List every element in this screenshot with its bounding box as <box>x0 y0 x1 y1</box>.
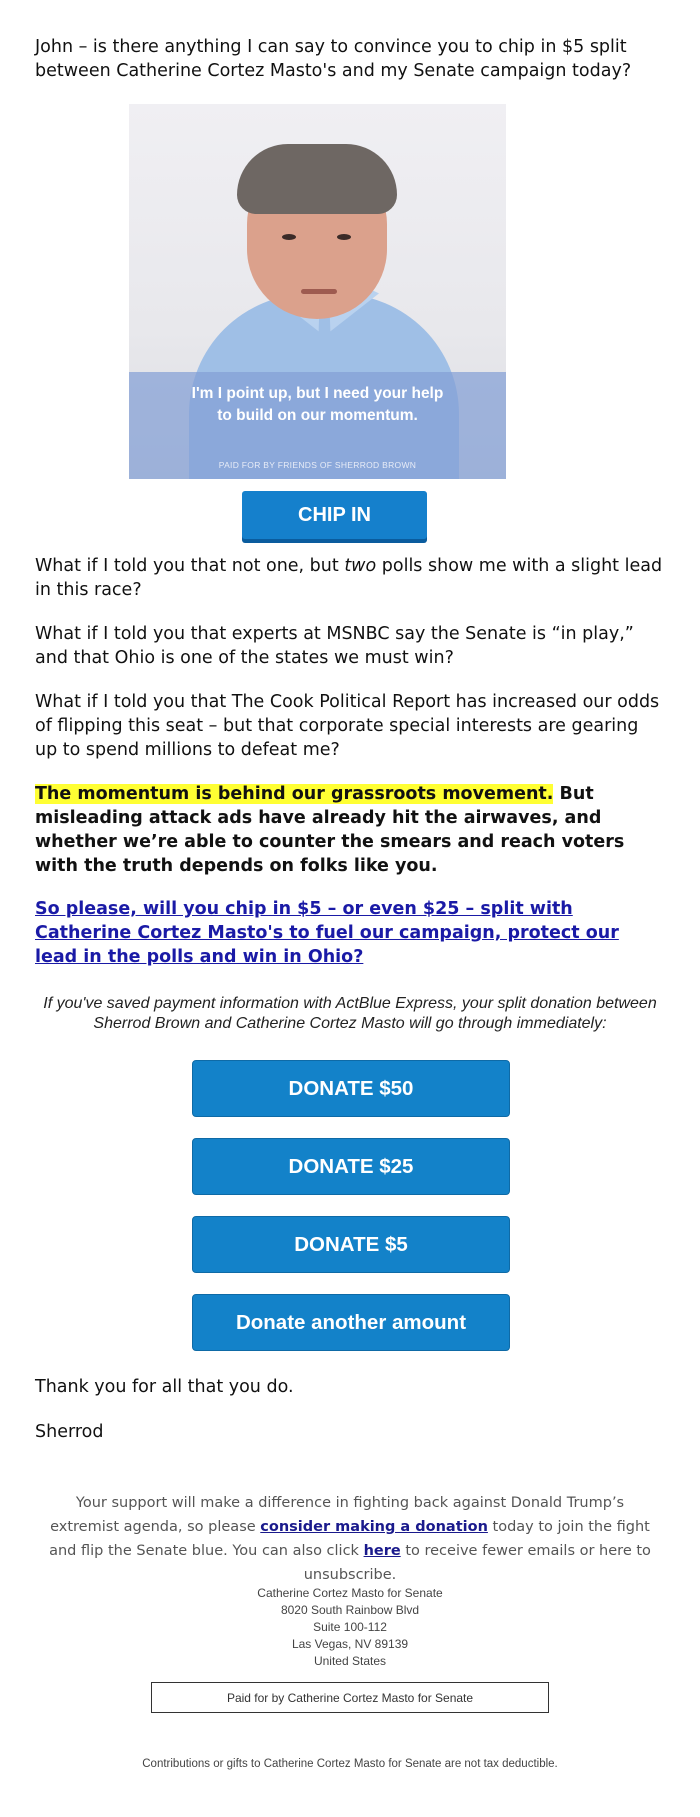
footer <box>0 1491 700 1587</box>
paragraph-msnbc: What if I told you that experts at MSNBC say the Senate is “in play,” and that Ohio is one of the states we must win? <box>35 624 634 668</box>
hero-eye-right <box>337 234 351 240</box>
hero-image[interactable] <box>129 104 506 479</box>
donate-other-amount-button[interactable]: Donate another amount <box>192 1294 510 1351</box>
support-middle: today to join the fight and flip the Senate blue. You can also click <box>49 1519 650 1559</box>
footer-support-text <box>40 1491 660 1587</box>
donate-5-button[interactable]: DONATE $5 <box>192 1216 510 1273</box>
actblue-note: If you've saved payment information with ActBlue Express, your split donation between Sherrod Brown and Catherine Cortez Masto will go through immediately: <box>43 995 657 1032</box>
paid-for-box: Paid for by Catherine Cortez Masto for Senate <box>151 1682 549 1713</box>
para2-before: What if I told you that not one, but <box>35 556 345 576</box>
tax-note: Contributions or gifts to Catherine Cortez Masto for Senate are not tax deductible. <box>142 1758 558 1770</box>
paragraph-polls <box>35 554 665 602</box>
para2-emphasis: two <box>344 556 377 576</box>
support-after: to receive fewer emails or here to unsubscribe. <box>303 1543 651 1583</box>
chip-in-link[interactable]: So please, will you chip in $5 – or even $25 – split with Catherine Cortez Masto's to fuel our campaign, protect our lead in the polls and win in Ohio? <box>35 899 619 967</box>
hero-caption-line1: I'm I point up, but I need your help <box>191 385 444 402</box>
thanks-line: Thank you for all that you do. <box>35 1377 294 1397</box>
hero-mouth <box>301 289 337 294</box>
hero-caption-line2: to build on our momentum. <box>217 407 418 424</box>
address-line-street: 8020 South Rainbow Blvd <box>280 1603 420 1617</box>
address-line-suite: Suite 100-112 <box>313 1620 387 1634</box>
address-line-country: United States <box>313 1654 387 1668</box>
hero-caption <box>129 383 506 427</box>
donate-50-button[interactable]: DONATE $50 <box>192 1060 510 1117</box>
support-before: Your support will make a difference in fighting back against Donald Trump’s extremist agenda, so please <box>50 1495 625 1535</box>
hero-eye-left <box>282 234 296 240</box>
paragraph-momentum <box>35 782 665 878</box>
momentum-highlight: The momentum is behind our grassroots movement. <box>35 784 554 804</box>
address-line-city: Las Vegas, NV 89139 <box>291 1637 409 1651</box>
para2-after: polls show me with a slight lead in this race? <box>35 556 663 600</box>
signature: Sherrod <box>35 1422 104 1442</box>
momentum-rest: But misleading attack ads have already hit the airwaves, and whether we’re able to counter the smears and reach voters with the truth depends on folks like you. <box>35 784 625 876</box>
paragraph-ask <box>35 897 665 969</box>
address-line-org: Catherine Cortez Masto for Senate <box>257 1586 443 1600</box>
footer-address <box>0 1585 700 1670</box>
chip-in-button[interactable]: CHIP IN <box>242 491 427 539</box>
hero-hair <box>237 144 397 214</box>
intro-paragraph: John – is there anything I can say to convince you to chip in $5 split between Catherine Cortez Masto's and my Senate campaign today? <box>35 37 632 81</box>
paragraph-cook-report: What if I told you that The Cook Political Report has increased our odds of flipping this seat – but that corporate special interests are gearing up to spend millions to defeat me? <box>35 692 660 760</box>
donation-link[interactable]: consider making a donation <box>260 1519 488 1535</box>
fewer-emails-link[interactable]: here <box>363 1543 401 1559</box>
donate-25-button[interactable]: DONATE $25 <box>192 1138 510 1195</box>
hero-paid-for: PAID FOR BY FRIENDS OF SHERROD BROWN <box>218 460 417 470</box>
